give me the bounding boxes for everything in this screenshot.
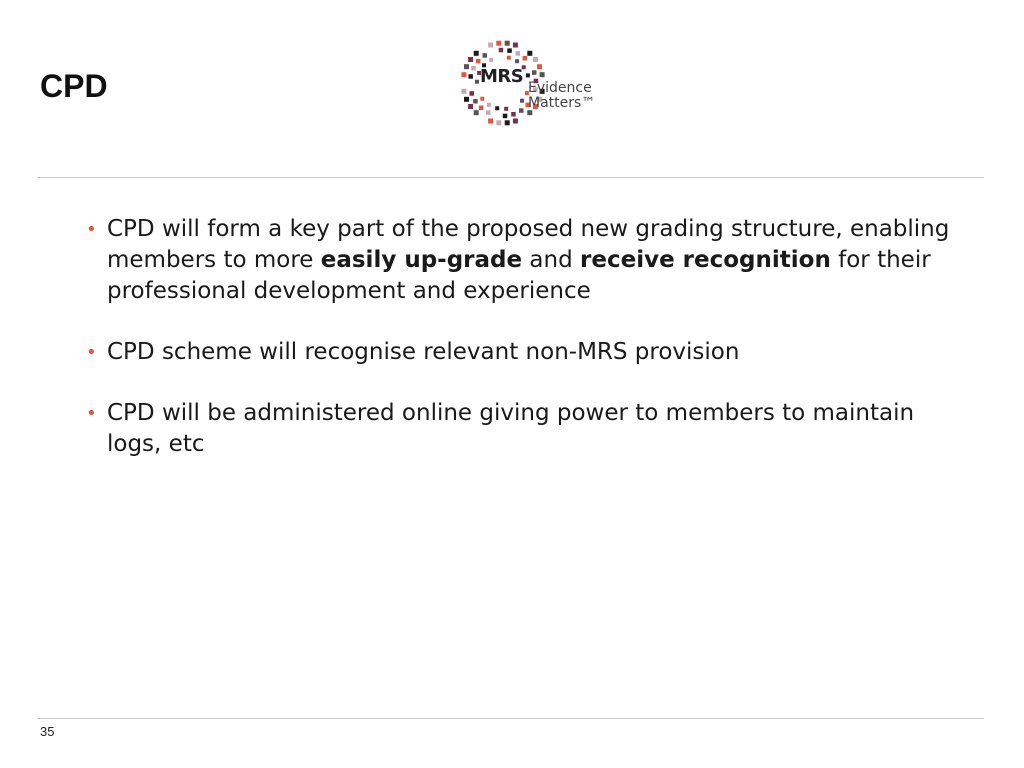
logo-square: [540, 72, 545, 77]
bullet-marker: •: [86, 219, 97, 240]
logo-square: [537, 64, 542, 69]
bullet-item: [86, 398, 966, 460]
bullet-text: CPD scheme will recognise relevant non-MRS provision: [107, 339, 740, 365]
logo-square: [513, 43, 518, 48]
logo-square: [470, 91, 475, 96]
page-number: 35: [40, 724, 55, 739]
logo-square: [483, 53, 488, 58]
logo-square: [515, 59, 519, 63]
bullet-text: and: [522, 247, 581, 273]
footer-divider: [37, 718, 984, 719]
bullet-emphasis: easily up-grade: [320, 247, 523, 273]
logo-square: [496, 41, 501, 46]
bullet-list: [86, 214, 966, 490]
mrs-logo: [458, 38, 618, 128]
logo-square: [511, 112, 516, 117]
logo-square: [471, 66, 476, 71]
logo-square: [464, 64, 469, 69]
logo-square: [489, 58, 493, 62]
logo-square: [476, 59, 481, 64]
logo-square: [520, 99, 524, 103]
logo-square: [504, 107, 508, 111]
logo-square: [474, 110, 479, 115]
logo-square: [507, 56, 511, 60]
logo-square: [475, 80, 479, 84]
bullet-text: CPD will form a key part of the proposed new grading structure, enabling members to more: [107, 216, 950, 273]
logo-tagline-line1: Evidence: [528, 80, 592, 96]
logo-mrs-text: MRS: [480, 66, 524, 87]
logo-square: [468, 57, 473, 62]
bullet-item: [86, 214, 966, 307]
logo-square: [519, 108, 524, 113]
logo-square: [464, 97, 469, 102]
logo-square: [468, 104, 473, 109]
logo-square: [516, 51, 521, 56]
logo-square: [461, 89, 466, 94]
logo-square: [479, 106, 484, 111]
slide-title: CPD: [40, 68, 108, 104]
logo-square: [473, 99, 478, 104]
bullet-marker: •: [86, 342, 97, 363]
bullet-emphasis: receive recognition: [580, 247, 831, 273]
logo-square: [499, 48, 504, 53]
logo-square: [468, 74, 473, 79]
logo-square: [505, 41, 510, 46]
logo-square: [474, 51, 479, 56]
logo-square: [526, 73, 530, 77]
logo-square: [527, 51, 532, 56]
logo-square: [532, 70, 537, 75]
bullet-item: [86, 337, 966, 368]
logo-square: [480, 97, 484, 101]
logo-square: [513, 119, 518, 124]
logo-square: [495, 106, 499, 110]
bullet-text: CPD will be administered online giving power to members to maintain logs, etc: [107, 400, 915, 457]
logo-square: [523, 56, 528, 61]
bullet-marker: •: [86, 403, 97, 424]
logo-square: [533, 57, 538, 62]
logo-square: [488, 43, 493, 48]
header-divider: [37, 177, 984, 178]
logo-square: [507, 48, 512, 53]
logo-square: [488, 119, 493, 124]
logo-square: [496, 120, 501, 125]
logo-square: [487, 103, 491, 107]
logo-square: [503, 114, 508, 119]
bullet-text: for their professional development and experience: [107, 247, 931, 304]
logo-tagline-line2: Matters™: [528, 95, 596, 111]
logo-square: [461, 72, 466, 77]
logo-square: [505, 120, 510, 125]
logo-square: [486, 110, 491, 115]
